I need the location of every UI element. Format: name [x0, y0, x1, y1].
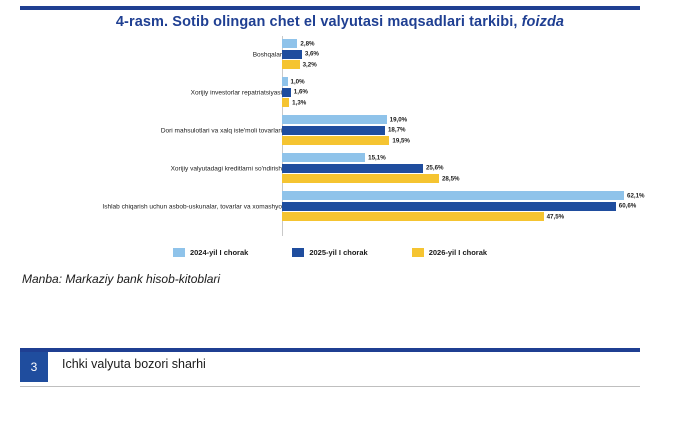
category-label: Xorijiy investorlar repatriatsiyasi: [190, 89, 282, 97]
category-bars: [282, 115, 640, 147]
page-number: 3: [20, 352, 48, 382]
bar-chart: [20, 36, 645, 242]
legend-label-2026: 2026-yil I chorak: [428, 248, 488, 257]
bar-2[interactable]: [282, 60, 300, 69]
legend-swatch-2024: [173, 248, 185, 257]
bar-2[interactable]: [282, 136, 389, 145]
bar-wrapper: [282, 98, 640, 107]
bar-wrapper: [282, 164, 640, 173]
bar-2[interactable]: [282, 98, 289, 107]
bar-value-label: 3,6%: [304, 50, 319, 58]
bar-wrapper: [282, 39, 640, 48]
bar-value-label: 28,5%: [441, 175, 460, 182]
bar-wrapper: [282, 153, 640, 162]
slide-footer: [20, 352, 640, 386]
chart-legend: [20, 248, 640, 257]
legend-swatch-2026: [412, 248, 424, 257]
category-label: Boshqalar: [252, 51, 282, 59]
legend-item-2025[interactable]: [292, 248, 367, 257]
legend-swatch-2025: [292, 248, 304, 257]
bar-wrapper: [282, 115, 640, 124]
category-label: Dori mahsulotlari va xalq iste'moli tovarlari: [160, 127, 282, 135]
bar-1[interactable]: [282, 164, 423, 173]
bar-wrapper: [282, 136, 640, 145]
bar-value-label: 25,6%: [425, 164, 444, 172]
category-label: Xorijiy valyutadagi kreditlarni so'ndirish: [170, 165, 282, 173]
bar-value-label: 1,3%: [292, 99, 307, 106]
legend-label-2024: 2024-yil I chorak: [189, 248, 249, 257]
bar-value-label: 62,1%: [627, 192, 645, 199]
bar-value-label: 18,7%: [387, 126, 406, 134]
bar-0[interactable]: [282, 39, 297, 48]
bar-2[interactable]: [282, 174, 439, 183]
chart-category-row: [20, 74, 640, 112]
bar-wrapper: [282, 60, 640, 69]
top-divider: [20, 6, 640, 10]
page-title-main: 4-rasm. Sotib olingan chet el valyutasi maqsadlari tarkibi,: [115, 14, 518, 30]
bar-value-label: 2,8%: [300, 40, 315, 47]
category-bars: [282, 153, 640, 185]
bar-0[interactable]: [282, 115, 387, 124]
chart-category-row: [20, 150, 640, 188]
bar-wrapper: [282, 191, 645, 200]
bar-wrapper: [282, 88, 640, 97]
bar-1[interactable]: [282, 88, 291, 97]
page-title-italic: foizda: [521, 14, 565, 30]
bar-value-label: 15,1%: [368, 154, 386, 161]
bar-wrapper: [282, 50, 640, 59]
bar-2[interactable]: [282, 212, 544, 221]
bottom-divider: [20, 348, 640, 352]
bar-value-label: 19,5%: [392, 137, 410, 144]
legend-item-2026[interactable]: [412, 248, 487, 257]
category-bars: [282, 77, 640, 109]
legend-item-2024[interactable]: [173, 248, 248, 257]
bar-1[interactable]: [282, 202, 616, 211]
footer-title: Ichki valyuta bozori sharhi: [62, 357, 206, 371]
bar-wrapper: [282, 77, 640, 86]
bar-wrapper: [282, 202, 640, 211]
bar-wrapper: [282, 126, 640, 135]
chart-category-row: [20, 188, 645, 226]
bar-value-label: 1,6%: [293, 88, 308, 96]
legend-label-2025: 2025-yil I chorak: [309, 248, 368, 257]
chart-category-row: [20, 112, 640, 150]
bar-wrapper: [282, 174, 640, 183]
category-bars: [282, 39, 640, 71]
bar-wrapper: [282, 212, 640, 221]
footer-underline: [20, 386, 640, 387]
source-note: Manba: Markaziy bank hisob-kitoblari: [22, 272, 221, 286]
bar-0[interactable]: [282, 77, 288, 86]
category-bars: [282, 191, 645, 223]
bar-1[interactable]: [282, 50, 302, 59]
bar-0[interactable]: [282, 153, 365, 162]
bar-0[interactable]: [282, 191, 624, 200]
bar-value-label: 3,2%: [302, 61, 317, 68]
bar-value-label: 1,0%: [290, 78, 305, 85]
bar-value-label: 19,0%: [389, 116, 408, 123]
category-label: Ishlab chiqarish uchun asbob-uskunalar, tovarlar va xomashyo: [102, 203, 282, 211]
bar-value-label: 47,5%: [546, 213, 565, 220]
bar-1[interactable]: [282, 126, 385, 135]
bar-value-label: 60,6%: [618, 202, 637, 210]
chart-category-row: [20, 36, 640, 74]
page-title: [20, 14, 660, 30]
